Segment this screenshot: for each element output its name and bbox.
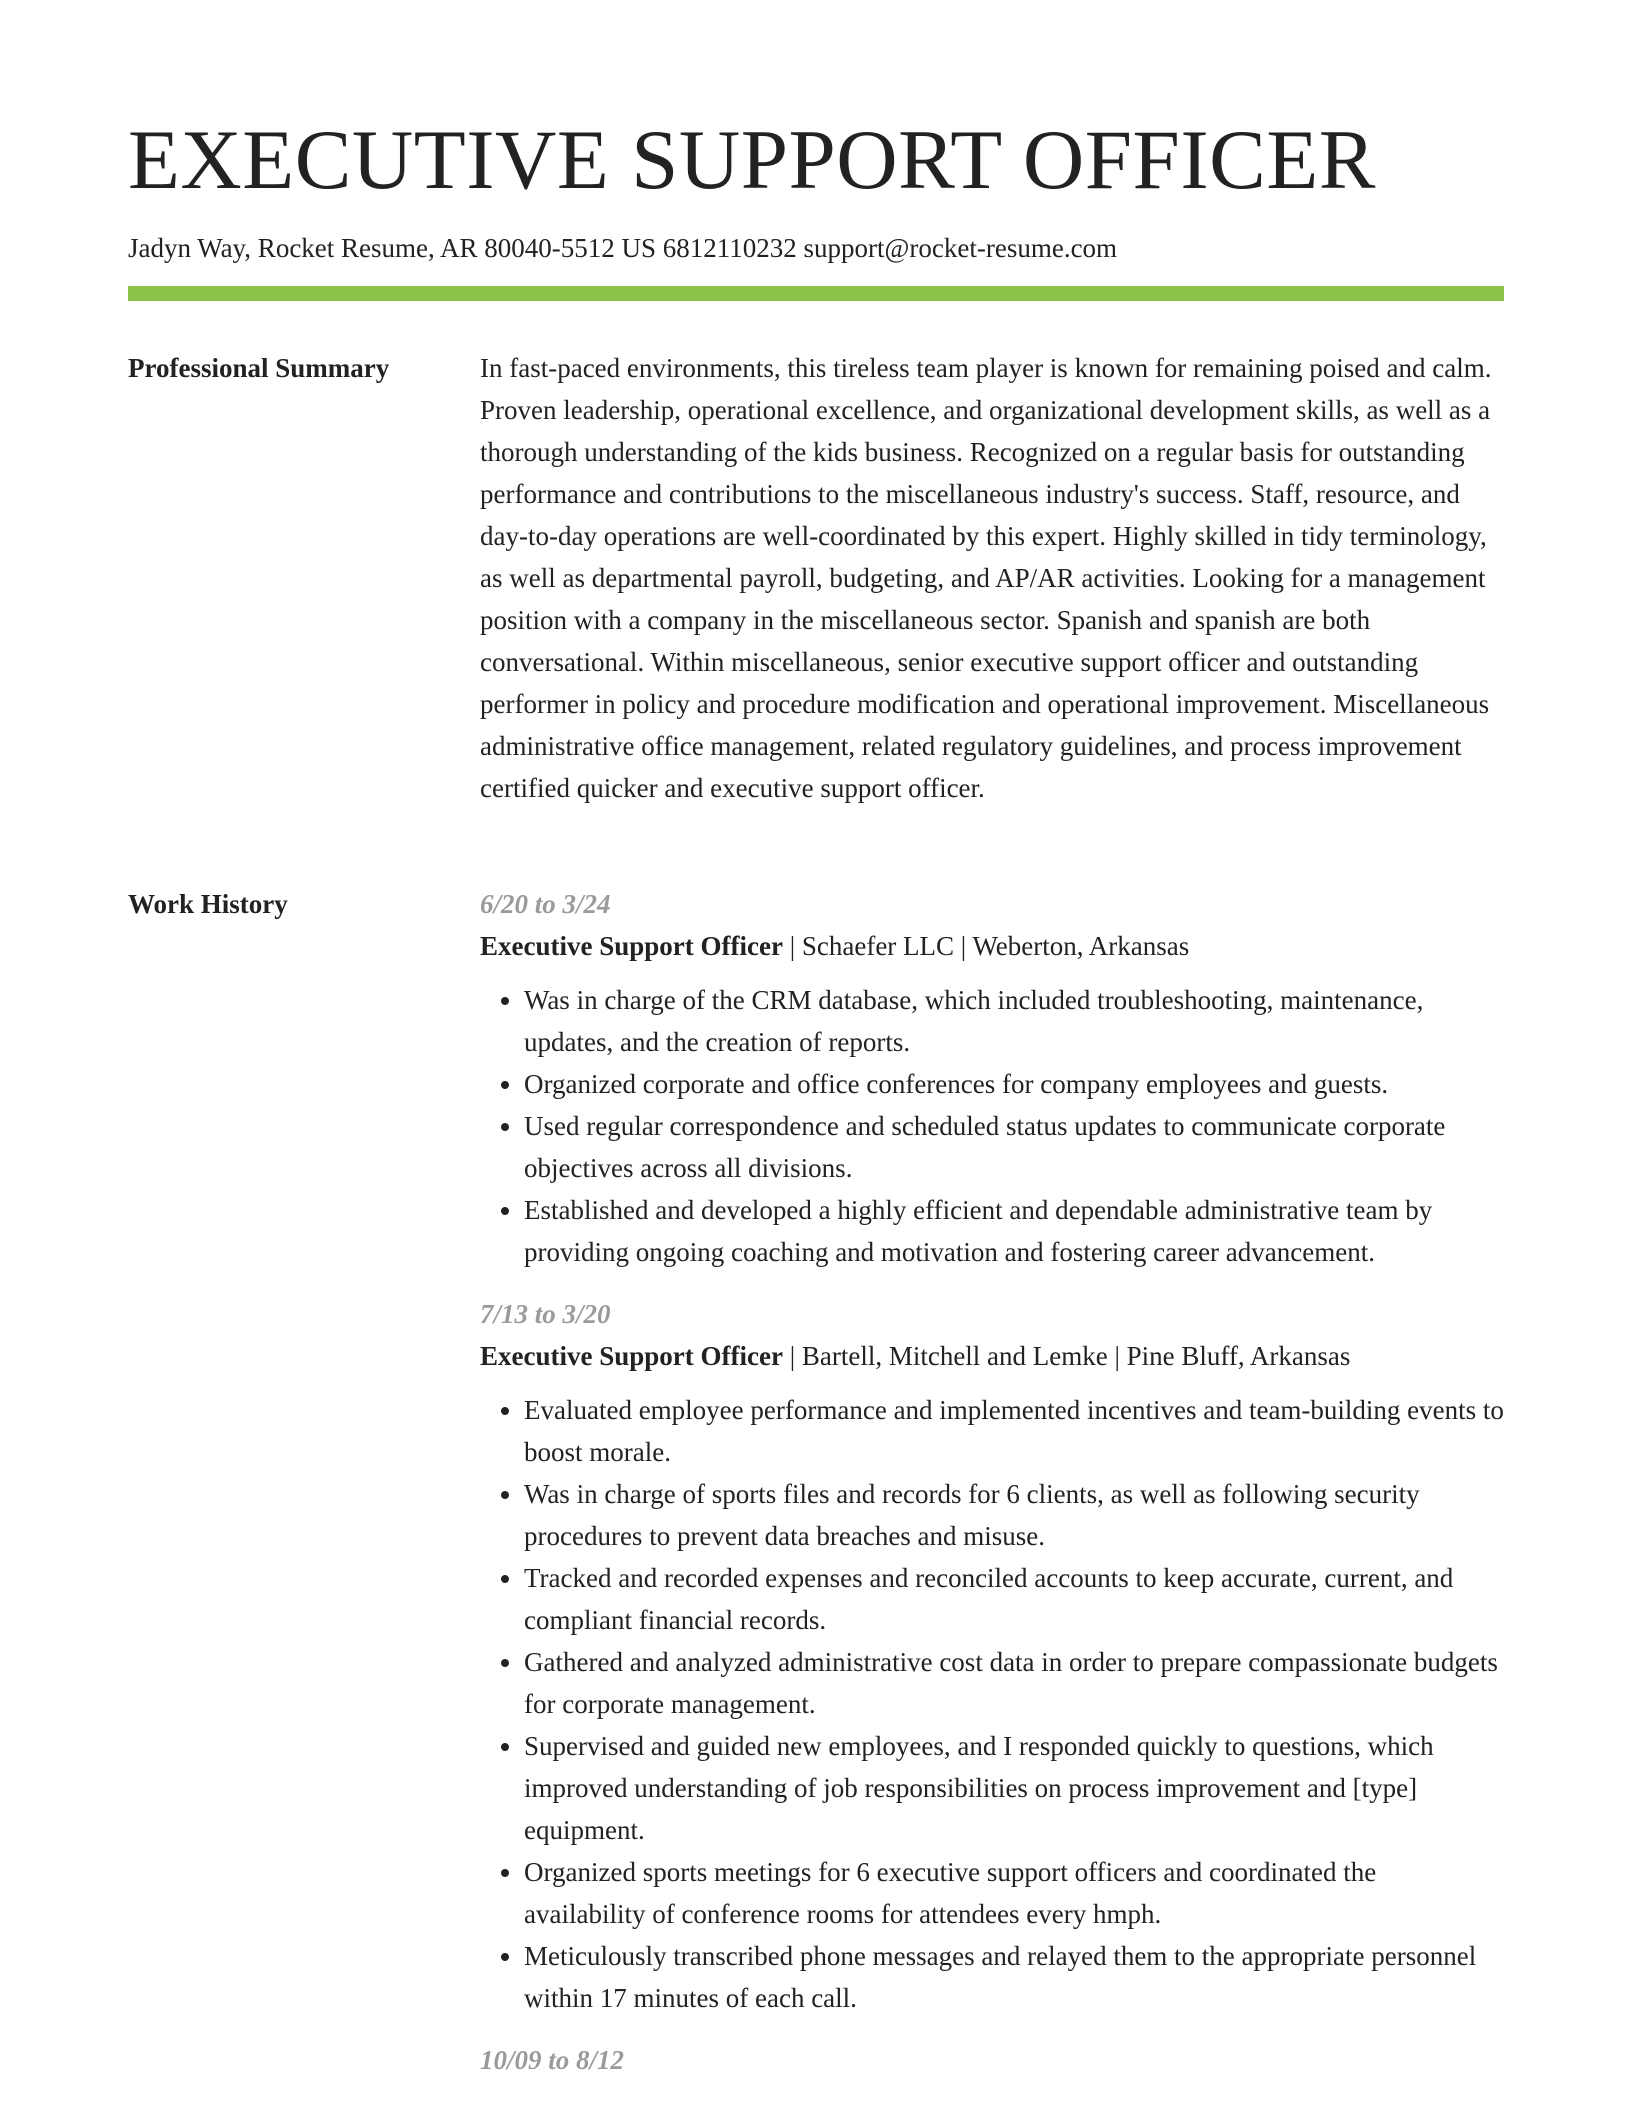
job-bullet: • Gathered and analyzed administrative cost data in order to prepare compassionate budgets for corporate management. — [524, 1641, 1504, 1725]
job-dates: 10/09 to 8/12 — [480, 2045, 625, 2075]
job-bullet: • Tracked and recorded expenses and reconciled accounts to keep accurate, current, and compliant financial records. — [524, 1557, 1504, 1641]
resume-title: EXECUTIVE SUPPORT OFFICER — [128, 113, 1376, 207]
work-history-label: Work History — [128, 889, 288, 919]
job-bullet: • Meticulously transcribed phone messages and relayed them to the appropriate personnel within 17 minutes of each call. — [524, 1935, 1504, 2019]
job-heading — [480, 925, 1504, 967]
job-bullets — [480, 1389, 1504, 2019]
job-bullet: • Established and developed a highly efficient and dependable administrative team by providing ongoing coaching and motivation and fostering career advancement. — [524, 1189, 1504, 1273]
summary-body — [480, 347, 1504, 809]
job-bullet: • Evaluated employee performance and implemented incentives and team-building events to boost morale. — [524, 1389, 1504, 1473]
job-employer-location: | Schaefer LLC | Weberton, Arkansas — [782, 931, 1190, 961]
job-bullet: • Organized corporate and office conferences for company employees and guests. — [524, 1063, 1504, 1105]
job-dates: 6/20 to 3/24 — [480, 889, 611, 919]
job-bullet: • Was in charge of sports files and records for 6 clients, as well as following security procedures to prevent data breaches and misuse. — [524, 1473, 1504, 1557]
job-title: Executive Support Officer — [480, 931, 783, 961]
job-entry — [480, 1293, 1504, 2019]
contact-line: Jadyn Way, Rocket Resume, AR 80040-5512 US 6812110232 support@rocket-resume.com — [128, 233, 1118, 263]
job-heading — [480, 1335, 1504, 1377]
job-entry — [480, 883, 1504, 1273]
job-bullet: • Was in charge of the CRM database, which included troubleshooting, maintenance, updates, and the creation of reports. — [524, 979, 1504, 1063]
job-bullet: • Supervised and guided new employees, and I responded quickly to questions, which improved understanding of job responsibilities on process improvement and [type] equipment. — [524, 1725, 1504, 1851]
job-employer-location: | Bartell, Mitchell and Lemke | Pine Bluff, Arkansas — [782, 1341, 1351, 1371]
job-dates: 7/13 to 3/20 — [480, 1299, 611, 1329]
job-bullet: • Organized sports meetings for 6 executive support officers and coordinated the availability of conference rooms for attendees every hmph. — [524, 1851, 1504, 1935]
accent-divider — [128, 286, 1504, 301]
summary-label: Professional Summary — [128, 353, 390, 383]
job-entry — [480, 2039, 1504, 2081]
job-bullet: • Used regular correspondence and scheduled status updates to communicate corporate objectives across all divisions. — [524, 1105, 1504, 1189]
work-history-body — [480, 883, 1504, 2101]
job-bullets — [480, 979, 1504, 1273]
summary-text: In fast-paced environments, this tireless team player is known for remaining poised and calm. Proven leadership, operational excellence, and organizational development skills, as well as a thorough understanding of the kids business. Recognized on a regular basis for outstanding performance and contributions to the miscellaneous industry's success. Staff, resource, and day-to-day operations are well-coordinated by this expert. Highly skilled in tidy terminology, as well as departmental payroll, budgeting, and AP/AR activities. Looking for a management position with a company in the miscellaneous sector. Spanish and spanish are both conversational. Within miscellaneous, senior executive support officer and outstanding performer in policy and procedure modification and operational improvement. Miscellaneous administrative office management, related regulatory guidelines, and process improvement certified quicker and executive support officer. — [480, 353, 1492, 803]
job-title: Executive Support Officer — [480, 1341, 783, 1371]
